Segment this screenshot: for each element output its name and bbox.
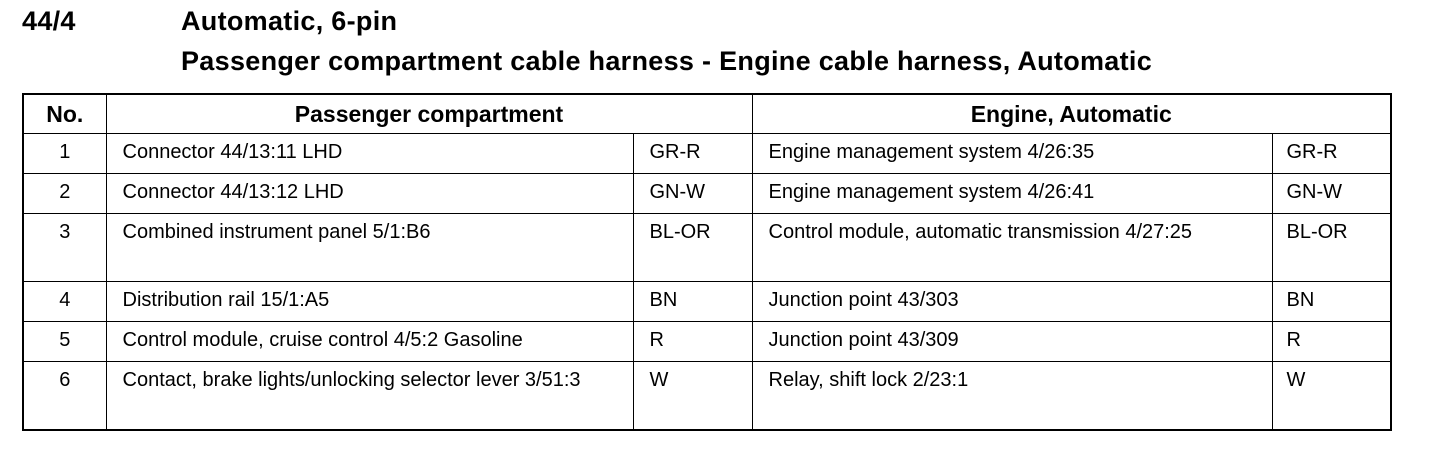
engine-wire-color: GN-W bbox=[1272, 174, 1391, 214]
engine-description: Junction point 43/309 bbox=[752, 322, 1272, 362]
pin-number: 2 bbox=[23, 174, 106, 214]
header-engine-automatic: Engine, Automatic bbox=[752, 94, 1391, 134]
engine-description: Relay, shift lock 2/23:1 bbox=[752, 362, 1272, 431]
header-passenger-compartment: Passenger compartment bbox=[106, 94, 752, 134]
harness-subtitle: Passenger compartment cable harness - Engine cable harness, Automatic bbox=[181, 46, 1153, 76]
table-row bbox=[23, 214, 1391, 282]
engine-wire-color: W bbox=[1272, 362, 1391, 431]
engine-wire-color: BL-OR bbox=[1272, 214, 1391, 282]
passenger-description: Connector 44/13:12 LHD bbox=[106, 174, 633, 214]
connector-title: Automatic, 6-pin bbox=[181, 6, 398, 36]
table-row bbox=[23, 362, 1391, 431]
passenger-description: Contact, brake lights/unlocking selector lever 3/51:3 bbox=[106, 362, 633, 431]
passenger-wire-color: BN bbox=[633, 282, 752, 322]
pin-number: 5 bbox=[23, 322, 106, 362]
passenger-description: Combined instrument panel 5/1:B6 bbox=[106, 214, 633, 282]
pin-number: 6 bbox=[23, 362, 106, 431]
connector-code: 44/4 bbox=[22, 6, 76, 36]
passenger-wire-color: GR-R bbox=[633, 134, 752, 174]
pin-number: 3 bbox=[23, 214, 106, 282]
passenger-wire-color: BL-OR bbox=[633, 214, 752, 282]
passenger-wire-color: W bbox=[633, 362, 752, 431]
passenger-wire-color: R bbox=[633, 322, 752, 362]
engine-description: Control module, automatic transmission 4/27:25 bbox=[752, 214, 1272, 282]
table-row bbox=[23, 134, 1391, 174]
pin-number: 1 bbox=[23, 134, 106, 174]
engine-wire-color: BN bbox=[1272, 282, 1391, 322]
table-header-row bbox=[23, 94, 1391, 134]
document-header bbox=[0, 0, 1440, 90]
engine-description: Engine management system 4/26:41 bbox=[752, 174, 1272, 214]
pin-table bbox=[22, 93, 1392, 431]
engine-description: Junction point 43/303 bbox=[752, 282, 1272, 322]
passenger-wire-color: GN-W bbox=[633, 174, 752, 214]
engine-description: Engine management system 4/26:35 bbox=[752, 134, 1272, 174]
passenger-description: Control module, cruise control 4/5:2 Gasoline bbox=[106, 322, 633, 362]
table-row bbox=[23, 282, 1391, 322]
table-row bbox=[23, 322, 1391, 362]
engine-wire-color: GR-R bbox=[1272, 134, 1391, 174]
passenger-description: Distribution rail 15/1:A5 bbox=[106, 282, 633, 322]
pin-number: 4 bbox=[23, 282, 106, 322]
engine-wire-color: R bbox=[1272, 322, 1391, 362]
header-no: No. bbox=[23, 94, 106, 134]
passenger-description: Connector 44/13:11 LHD bbox=[106, 134, 633, 174]
table-row bbox=[23, 174, 1391, 214]
